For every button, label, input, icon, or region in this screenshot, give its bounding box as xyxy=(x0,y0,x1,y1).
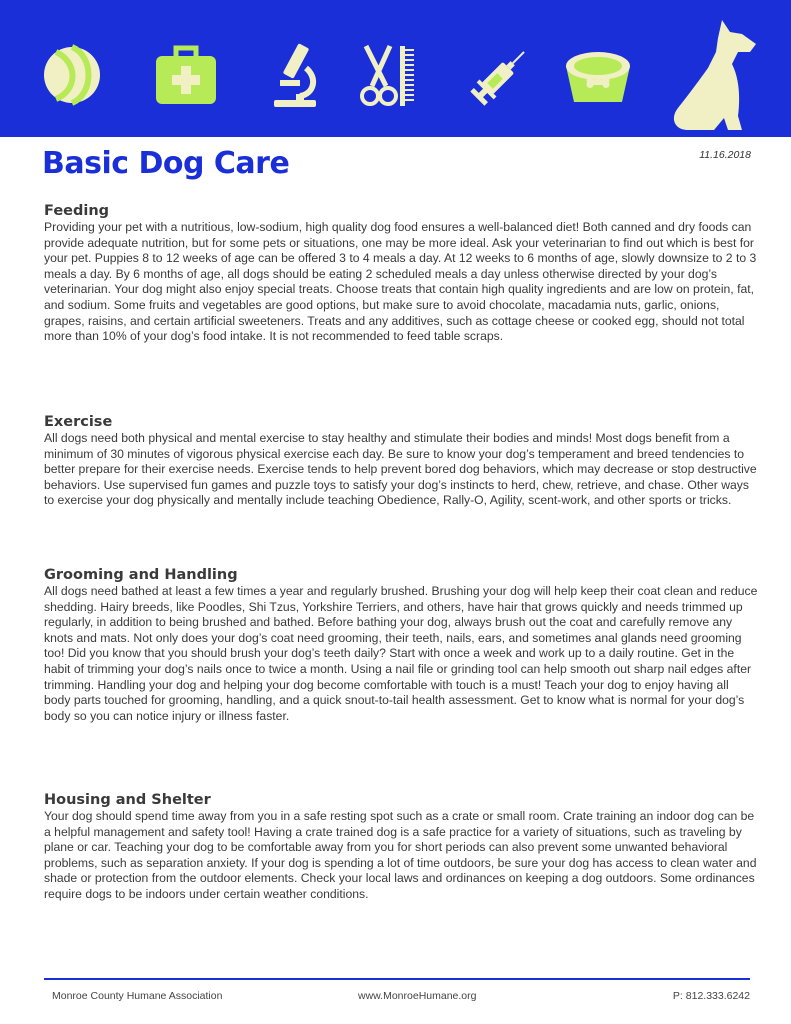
microscope-icon xyxy=(270,44,320,108)
section-body: All dogs need bathed at least a few times a year and regularly brushed. Brushing your dog will help keep their coat clean and reduce shedding. Hairy breeds, like Poodles, Shi Tzus, Yorkshire Terriers, and others, have hair that grows quickly and needs trimmed up regularly, in addition to being brushed and bathed. Before bathing your dog, always brush out the coat and carefully remove any knots and mats. Not only does your dog’s coat need grooming, their teeth, nails, ears, and sometimes anal glands need grooming too! Did you know that you should brush your dog’s teeth daily? Start with once a week and work up to a daily routine. Get in the habit of trimming your dog’s nails once to twice a month. Using a nail file or grinding tool can help smooth out sharp nail edges after trimming. Handling your dog and helping your dog become comfortable with touch is a must! Teach your dog to enjoy having all body parts touched for grooming, handling, and a quick snout-to-tail health assessment. Get to know what is normal for your dog’s body so you can notice injury or illness faster. xyxy=(44,584,758,723)
section-heading: Feeding xyxy=(44,203,110,219)
section-heading: Housing and Shelter xyxy=(44,792,211,808)
section-grooming xyxy=(44,567,758,724)
document-date: 11.16.2018 xyxy=(699,149,751,161)
header-banner xyxy=(0,0,791,137)
dog-bowl-icon xyxy=(560,44,636,106)
section-heading: Grooming and Handling xyxy=(44,567,238,583)
section-body: Providing your pet with a nutritious, low-sodium, high quality dog food ensures a well-balanced diet! Both canned and dry foods can provide adequate nutrition, but for some pets or situations, one may be more ideal. Ask your veterinarian to find out which is best for your pet. Puppies 8 to 12 weeks of age can be offered 3 to 4 meals a day. At 12 weeks to 6 months of age, slowly downsize to 2 to 3 meals a day. By 6 months of age, all dogs should be eating 2 scheduled meals a day unless otherwise directed by your dog’s veterinarian. Your dog might also enjoy special treats. Choose treats that contain high quality ingredients and are low on protein, fat, and sodium. Some fruits and vegetables are good options, but make sure to avoid chocolate, macadamia nuts, garlic, onions, grapes, raisins, and certain artificial sweeteners. Treats and any additives, such as cottage cheese or cooked egg, should not total more than 10% of your dog’s food intake. It is not recommended to feed table scraps. xyxy=(44,220,757,344)
dog-silhouette-icon xyxy=(668,18,764,134)
footer-website[interactable]: www.MonroeHumane.org xyxy=(358,990,477,1002)
footer-organization: Monroe County Humane Association xyxy=(52,990,223,1002)
ball-icon xyxy=(42,44,102,106)
section-feeding xyxy=(44,203,758,345)
section-body: Your dog should spend time away from you in a safe resting spot such as a crate or small room. Crate training an indoor dog can be a helpful management and safety tool! Having a crate trained dog is a safe practice for a variety of situations, such as traveling by plane or car. Teaching your dog to be comfortable away from you for short periods can also prevent some unwanted behavioral problems, such as separation anxiety. If your dog is spending a lot of time outdoors, be sure your dog has access to clean water and shade or protection from the outdoor elements. Check your local laws and ordinances on keeping a dog outdoors. Some ordinances require dogs to be indoors under certain weather conditions. xyxy=(44,809,757,901)
syringe-icon xyxy=(468,44,532,108)
section-heading: Exercise xyxy=(44,414,113,430)
first-aid-kit-icon xyxy=(154,44,218,106)
scissors-comb-icon xyxy=(360,44,416,108)
section-exercise xyxy=(44,414,758,509)
section-body: All dogs need both physical and mental exercise to stay healthy and stimulate their bodies and minds! Most dogs benefit from a minimum of 30 minutes of vigorous physical exercise each day. Be sure to know your dog’s temperament and breed tendencies to better prepare for their exercise needs. Exercise tends to help prevent bored dog behaviors, which may decrease or stop destructive behaviors. Use supervised fun games and puzzle toys to satisfy your dog’s instincts to herd, chew, retrieve, and chase. Other ways to exercise your dog physically and mentally include teaching Obedience, Rally-O, Agility, scent-work, and other sports or tricks. xyxy=(44,431,757,508)
footer-divider xyxy=(44,978,750,980)
section-housing xyxy=(44,792,758,903)
footer-phone: P: 812.333.6242 xyxy=(672,990,750,1002)
page-title: Basic Dog Care xyxy=(42,146,290,181)
